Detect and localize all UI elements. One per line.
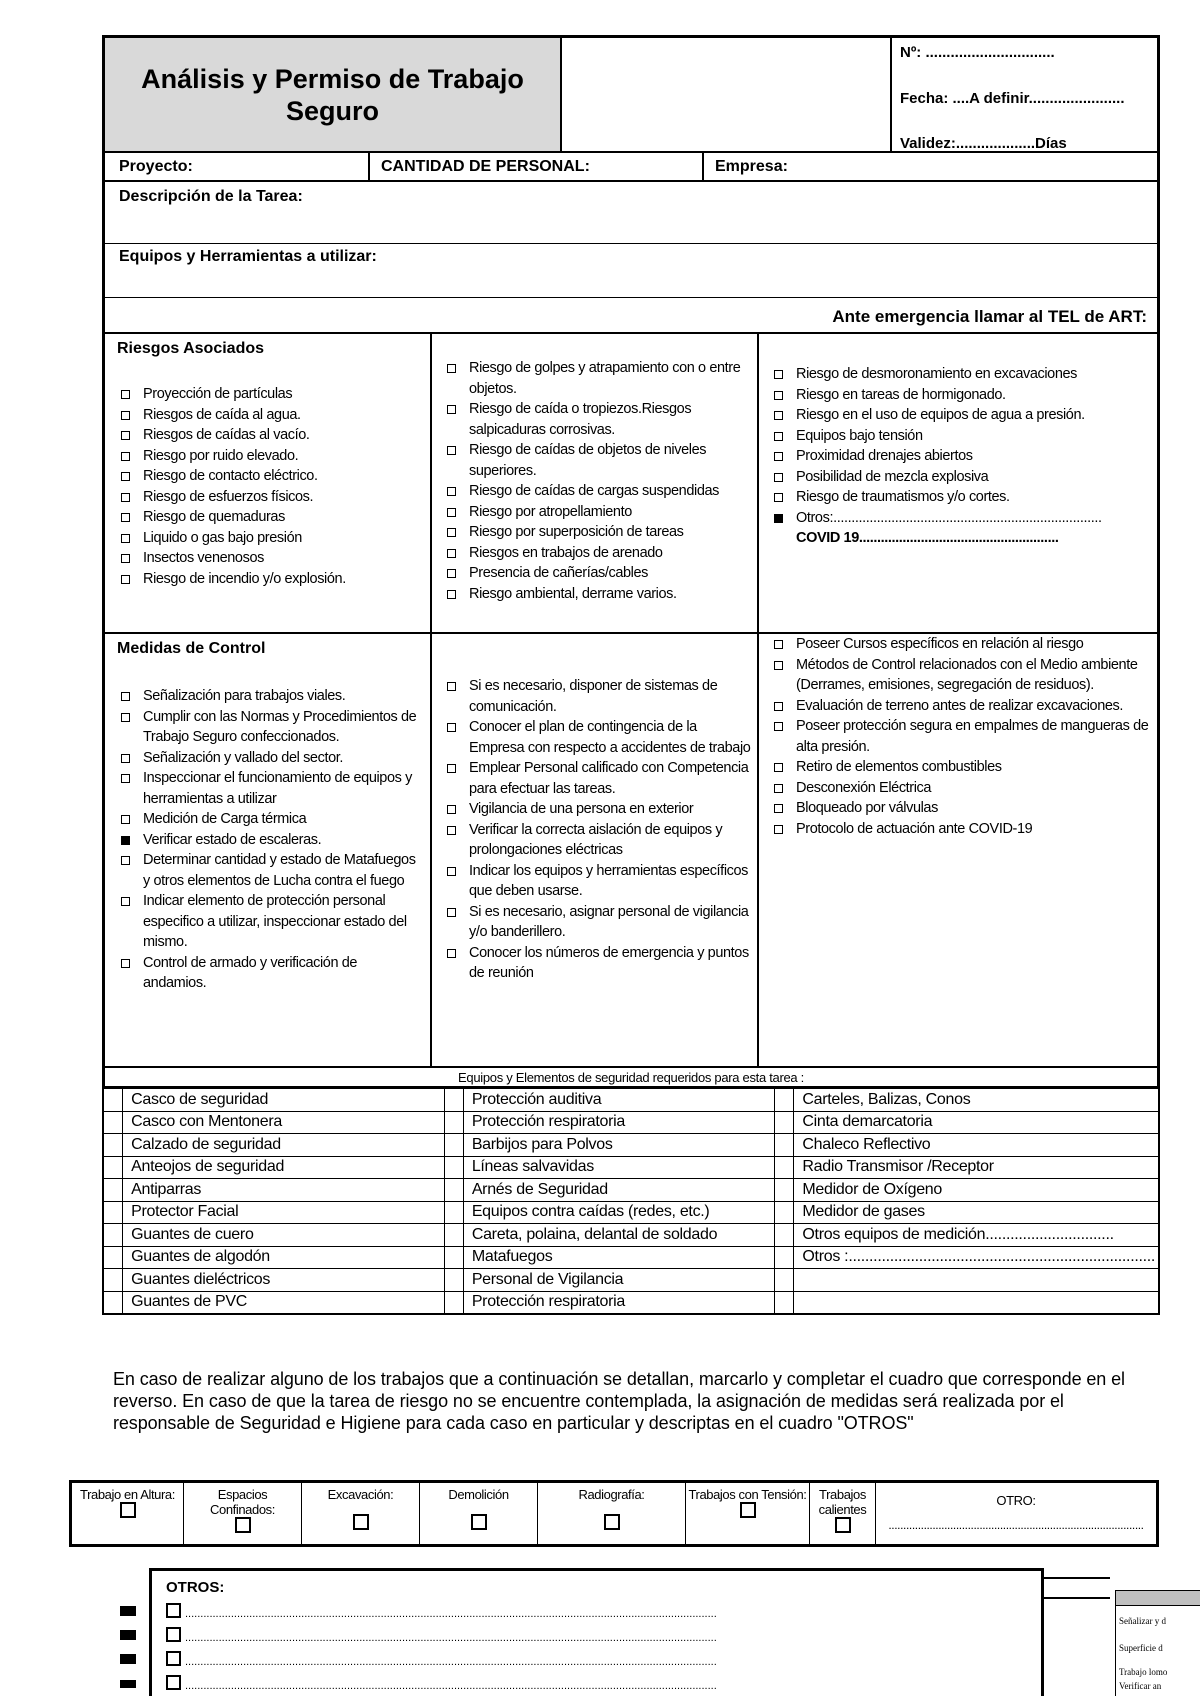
checklist-item[interactable]: Riesgo de traumatismos y/o cortes. [770, 487, 1158, 508]
checklist-item[interactable]: Posibilidad de mezcla explosiva [770, 467, 1158, 488]
equipment-label: Matafuegos [463, 1246, 774, 1269]
checkbox-cell[interactable] [444, 1269, 463, 1292]
equipment-label: Otros :.......................................................................... [794, 1246, 1159, 1269]
checkbox[interactable] [353, 1514, 369, 1530]
equipment-label: Careta, polaina, delantal de soldado [463, 1224, 774, 1247]
checkbox[interactable] [166, 1651, 181, 1666]
descripcion-label: Descripción de la Tarea: [119, 188, 303, 205]
checklist-item[interactable]: Proyección de partículas [117, 384, 422, 405]
otros-dots: .............................................................................................................................................................................. [185, 1680, 717, 1692]
checklist-item[interactable]: Equipos bajo tensión [770, 426, 1158, 447]
equipment-label: Protección auditiva [463, 1089, 774, 1112]
checkbox[interactable] [740, 1502, 756, 1518]
trabajo-confinados[interactable] [184, 1483, 302, 1544]
cantidad-label[interactable]: CANTIDAD DE PERSONAL: [381, 158, 590, 175]
checkbox-cell[interactable] [444, 1134, 463, 1157]
checklist-item[interactable]: Riesgo en tareas de hormigonado. [770, 385, 1158, 406]
medidas-col2 [443, 676, 755, 984]
checklist-item[interactable]: Cumplir con las Normas y Procedimientos de Trabajo Seguro confeccionados. [117, 707, 422, 748]
equipment-label: Arnés de Seguridad [463, 1179, 774, 1202]
checkbox[interactable] [835, 1517, 851, 1533]
table-row [103, 1224, 1159, 1247]
instruction-paragraph: En caso de realizar alguno de los trabajos que a continuación se detallan, marcarlo y completar el cuadro que corresponde en el reverso. En caso de que la tarea de riesgo no se encuentre contemplada, la asignación de medidas será realizada por el responsable de Seguridad e Higiene para cada caso en particular y descriptas en el cuadro "OTROS" [113, 1369, 1125, 1433]
otros-dots: .............................................................................................................................................................................. [185, 1632, 717, 1644]
medidas-col1 [117, 686, 422, 994]
equipos-seguridad-title: Equipos y Elementos de seguridad requeridos para esta tarea : [102, 1068, 1160, 1088]
otros-line[interactable] [166, 1651, 717, 1669]
equipment-label: Guantes de algodón [123, 1246, 445, 1269]
checklist-item[interactable]: Señalización y vallado del sector. [117, 748, 422, 769]
checkbox-cell[interactable] [103, 1156, 123, 1179]
equipment-label: Anteojos de seguridad [123, 1156, 445, 1179]
checkbox-cell[interactable] [444, 1246, 463, 1269]
divider [1044, 1577, 1110, 1579]
divider [430, 334, 432, 634]
checkbox-cell[interactable] [444, 1291, 463, 1314]
checkbox-cell[interactable] [775, 1134, 794, 1157]
bullet-icon [120, 1606, 136, 1616]
trabajo-excavacion[interactable] [302, 1483, 420, 1544]
fecha-field[interactable]: Fecha: ....A definir....................... [900, 90, 1125, 107]
equipment-label: Barbijos para Polvos [463, 1134, 774, 1157]
equipment-label: Casco de seguridad [123, 1089, 445, 1112]
divider [368, 153, 370, 180]
checklist-item[interactable]: Bloqueado por válvulas [770, 798, 1158, 819]
equipment-label: Equipos contra caídas (redes, etc.) [463, 1201, 774, 1224]
trabajo-label: Excavación: [327, 1487, 394, 1502]
checkbox-cell[interactable] [775, 1291, 794, 1314]
otros-line[interactable] [166, 1675, 717, 1693]
checklist-item[interactable]: Riesgos de caída al agua. [117, 405, 422, 426]
table-row [103, 1089, 1159, 1112]
checkbox-cell[interactable] [444, 1111, 463, 1134]
equipment-label: Guantes dieléctricos [123, 1269, 445, 1292]
checklist-item[interactable]: Si es necesario, disponer de sistemas de comunicación. [443, 676, 755, 717]
checkbox-cell[interactable] [444, 1156, 463, 1179]
checklist-item[interactable]: Verificar estado de escaleras. [117, 830, 422, 851]
trabajo-label: Espacios Confinados: [210, 1487, 275, 1517]
checklist-item[interactable]: Medición de Carga térmica [117, 809, 422, 830]
equipment-label: Guantes de cuero [123, 1224, 445, 1247]
equipment-label: Guantes de PVC [123, 1291, 445, 1314]
checkbox-cell[interactable] [103, 1089, 123, 1112]
checkbox-cell[interactable] [103, 1269, 123, 1292]
equipment-label: Personal de Vigilancia [463, 1269, 774, 1292]
checkbox-cell[interactable] [103, 1224, 123, 1247]
checkbox[interactable] [471, 1514, 487, 1530]
numero-field[interactable]: Nº: ............................... [900, 44, 1055, 61]
checkbox-cell[interactable] [103, 1179, 123, 1202]
side-table-header [1115, 1590, 1200, 1606]
divider [1044, 1597, 1110, 1599]
checklist-item[interactable]: Otros:.......................................................................... [770, 508, 1158, 529]
checklist-item[interactable]: Indicar elemento de protección personal especifico a utilizar, inspeccionar estado del mismo. [117, 891, 422, 953]
table-row [103, 1291, 1159, 1314]
bullet-icon [120, 1630, 136, 1640]
table-row [103, 1134, 1159, 1157]
checkbox-cell[interactable] [775, 1089, 794, 1112]
checklist-item[interactable]: Inspeccionar el funcionamiento de equipos y herramientas a utilizar [117, 768, 422, 809]
table-row [103, 1246, 1159, 1269]
form-header [102, 35, 1160, 153]
bullet-icon [120, 1680, 136, 1688]
table-row [103, 1269, 1159, 1292]
checkbox-cell[interactable] [444, 1224, 463, 1247]
checklist-item[interactable]: Riesgo de quemaduras [117, 507, 422, 528]
checklist-item[interactable]: Riesgo de esfuerzos físicos. [117, 487, 422, 508]
side-text: Señalizar y d [1119, 1616, 1166, 1626]
checklist-item[interactable]: Riesgos en trabajos de arenado [443, 543, 753, 564]
checklist-item[interactable]: Riesgo de desmoronamiento en excavaciones [770, 364, 1158, 385]
trabajo-label: Trabajo en Altura: [80, 1487, 175, 1502]
checklist-item[interactable]: Protocolo de actuación ante COVID-19 [770, 819, 1158, 840]
checklist-item[interactable]: Conocer el plan de contingencia de la Empresa con respecto a accidentes de trabajo [443, 717, 755, 758]
otro-line[interactable]: ....................................................................................... [888, 1518, 1144, 1532]
checkbox-cell[interactable] [103, 1111, 123, 1134]
checklist-item[interactable]: Proximidad drenajes abiertos [770, 446, 1158, 467]
riesgos-title: Riesgos Asociados [117, 340, 265, 357]
checkbox[interactable] [166, 1603, 181, 1618]
checklist-item[interactable]: Riesgo en el uso de equipos de agua a presión. [770, 405, 1158, 426]
otros-line[interactable] [166, 1627, 717, 1645]
medidas-title: Medidas de Control [117, 640, 266, 657]
equipment-label: Radio Transmisor /Receptor [794, 1156, 1159, 1179]
checklist-item[interactable]: Liquido o gas bajo presión [117, 528, 422, 549]
trabajo-label: Trabajos calientes [818, 1487, 867, 1517]
proyecto-label[interactable]: Proyecto: [119, 158, 193, 175]
table-row [103, 1111, 1159, 1134]
trabajo-altura[interactable] [72, 1483, 184, 1544]
trabajo-radiografia[interactable] [538, 1483, 686, 1544]
checklist-item[interactable]: Verificar la correcta aislación de equipos y prolongaciones eléctricas [443, 820, 755, 861]
checkbox-cell[interactable] [444, 1089, 463, 1112]
checklist-item[interactable]: Emplear Personal calificado con Competencia para efectuar las tareas. [443, 758, 755, 799]
checkbox-cell[interactable] [775, 1201, 794, 1224]
equipment-label: Protección respiratoria [463, 1111, 774, 1134]
checklist-item[interactable]: Métodos de Control relacionados con el Medio ambiente (Derrames, emisiones, segregación de residuos). [770, 655, 1158, 696]
emergencia-row [102, 298, 1160, 334]
header-blank-cell [560, 38, 892, 151]
checklist-item[interactable]: Señalización para trabajos viales. [117, 686, 422, 707]
trabajo-label: Radiografía: [578, 1487, 645, 1502]
checkbox-cell[interactable] [775, 1224, 794, 1247]
divider [430, 634, 432, 1068]
equipment-label [794, 1291, 1159, 1314]
emergencia-label: Ante emergencia llamar al TEL de ART: [832, 307, 1147, 326]
checklist-item[interactable]: Riesgo de caídas de objetos de niveles superiores. [443, 440, 753, 481]
checklist-item[interactable]: Riesgo por atropellamiento [443, 502, 753, 523]
checkbox[interactable] [604, 1514, 620, 1530]
proyecto-row [102, 153, 1160, 182]
checklist-item[interactable]: Desconexión Eléctrica [770, 778, 1158, 799]
otros-title: OTROS: [166, 1579, 225, 1596]
checklist-item[interactable]: Riesgos de caídas al vacío. [117, 425, 422, 446]
trabajo-tension[interactable] [686, 1483, 810, 1544]
otro-label: OTRO: [996, 1493, 1036, 1508]
trabajo-label: Trabajos con Tensión: [688, 1487, 807, 1502]
otros-box [149, 1568, 1044, 1696]
validez-field[interactable]: Validez:...................Días [900, 135, 1067, 152]
checkbox-cell[interactable] [444, 1201, 463, 1224]
checklist-item[interactable]: Control de armado y verificación de andamios. [117, 953, 422, 994]
table-row [103, 1156, 1159, 1179]
equipment-label: Medidor de gases [794, 1201, 1159, 1224]
riesgos-block [102, 334, 1160, 634]
checklist-item[interactable]: Poseer protección segura en empalmes de mangueras de alta presión. [770, 716, 1158, 757]
equipment-label: Otros equipos de medición............................... [794, 1224, 1159, 1247]
equipment-label: Chaleco Reflectivo [794, 1134, 1159, 1157]
equipment-label: Protección respiratoria [463, 1291, 774, 1314]
checkbox-cell[interactable] [103, 1246, 123, 1269]
checkbox-cell[interactable] [775, 1246, 794, 1269]
checkbox-cell[interactable] [103, 1291, 123, 1314]
checkbox-cell[interactable] [103, 1134, 123, 1157]
trabajo-calientes[interactable] [810, 1483, 876, 1544]
checklist-item[interactable]: Retiro de elementos combustibles [770, 757, 1158, 778]
equipos-label: Equipos y Herramientas a utilizar: [119, 248, 377, 265]
checklist-item[interactable]: Riesgo por ruido elevado. [117, 446, 422, 467]
otros-dots: .............................................................................................................................................................................. [185, 1608, 717, 1620]
equipment-label: Casco con Mentonera [123, 1111, 445, 1134]
checklist-item[interactable]: Riesgo de caídas de cargas suspendidas [443, 481, 753, 502]
otros-line[interactable] [166, 1603, 717, 1621]
trabajo-demolicion[interactable] [420, 1483, 538, 1544]
checkbox-cell[interactable] [775, 1269, 794, 1292]
side-text: Superficie d [1119, 1643, 1163, 1653]
trabajos-row [69, 1480, 1159, 1547]
side-text: Trabajo lomo [1119, 1667, 1168, 1677]
checkbox[interactable] [166, 1675, 181, 1690]
checkbox[interactable] [120, 1502, 136, 1518]
table-row [103, 1201, 1159, 1224]
checklist-item[interactable]: Determinar cantidad y estado de Matafuegos y otros elementos de Lucha contra el fuego [117, 850, 422, 891]
checklist-item[interactable]: Insectos venenosos [117, 548, 422, 569]
equipos-seguridad-table [102, 1088, 1160, 1315]
bullet-icon [120, 1654, 136, 1664]
trabajo-label: Demolición [448, 1487, 509, 1502]
riesgos-col2 [443, 358, 753, 604]
covid-line: COVID 19....................................................... [796, 530, 1059, 546]
checkbox[interactable] [166, 1627, 181, 1642]
checklist-item[interactable]: Riesgo de golpes y atrapamiento con o entre objetos. [443, 358, 753, 399]
equipment-label: Cinta demarcatoria [794, 1111, 1159, 1134]
descripcion-row[interactable] [102, 182, 1160, 244]
checklist-item[interactable]: Vigilancia de una persona en exterior [443, 799, 755, 820]
divider [702, 153, 704, 180]
checklist-item[interactable]: Presencia de cañerías/cables [443, 563, 753, 584]
checkbox-cell[interactable] [103, 1201, 123, 1224]
side-table [1115, 1606, 1200, 1696]
checklist-item[interactable]: Conocer los números de emergencia y puntos de reunión [443, 943, 755, 984]
checklist-item[interactable]: Riesgo de caída o tropiezos.Riesgos salpicaduras corrosivas. [443, 399, 753, 440]
checklist-item[interactable]: Evaluación de terreno antes de realizar excavaciones. [770, 696, 1158, 717]
equipment-label [794, 1269, 1159, 1292]
empresa-label[interactable]: Empresa: [715, 158, 788, 175]
equipment-label: Medidor de Oxígeno [794, 1179, 1159, 1202]
divider [757, 634, 759, 1068]
medidas-block [102, 634, 1160, 1068]
equipment-label: Protector Facial [123, 1201, 445, 1224]
trabajo-otro[interactable] [876, 1483, 1156, 1544]
checklist-item[interactable]: Indicar los equipos y herramientas específicos que deben usarse. [443, 861, 755, 902]
table-row [103, 1179, 1159, 1202]
equipos-row[interactable] [102, 244, 1160, 298]
checklist-item[interactable]: Riesgo de incendio y/o explosión. [117, 569, 422, 590]
equipment-label: Líneas salvavidas [463, 1156, 774, 1179]
checkbox-cell[interactable] [775, 1156, 794, 1179]
equipment-label: Calzado de seguridad [123, 1134, 445, 1157]
riesgos-col3 [770, 364, 1158, 548]
side-text: Verificar an [1119, 1681, 1162, 1691]
checklist-item[interactable]: Riesgo por superposición de tareas [443, 522, 753, 543]
checkbox[interactable] [235, 1517, 251, 1533]
equipment-label: Carteles, Balizas, Conos [794, 1089, 1159, 1112]
form-title: Análisis y Permiso de Trabajo Seguro [105, 38, 562, 151]
checkbox-cell[interactable] [775, 1111, 794, 1134]
medidas-col3 [770, 634, 1158, 839]
checklist-item[interactable]: Riesgo de contacto eléctrico. [117, 466, 422, 487]
otros-dots: .............................................................................................................................................................................. [185, 1656, 717, 1668]
checkbox-cell[interactable] [444, 1179, 463, 1202]
checklist-item[interactable]: Poseer Cursos específicos en relación al riesgo [770, 634, 1158, 655]
divider [757, 334, 759, 634]
equipment-label: Antiparras [123, 1179, 445, 1202]
checklist-item[interactable]: Si es necesario, asignar personal de vigilancia y/o banderillero. [443, 902, 755, 943]
checkbox-cell[interactable] [775, 1179, 794, 1202]
checklist-item[interactable]: Riesgo ambiental, derrame varios. [443, 584, 753, 605]
riesgos-col1 [117, 384, 422, 589]
